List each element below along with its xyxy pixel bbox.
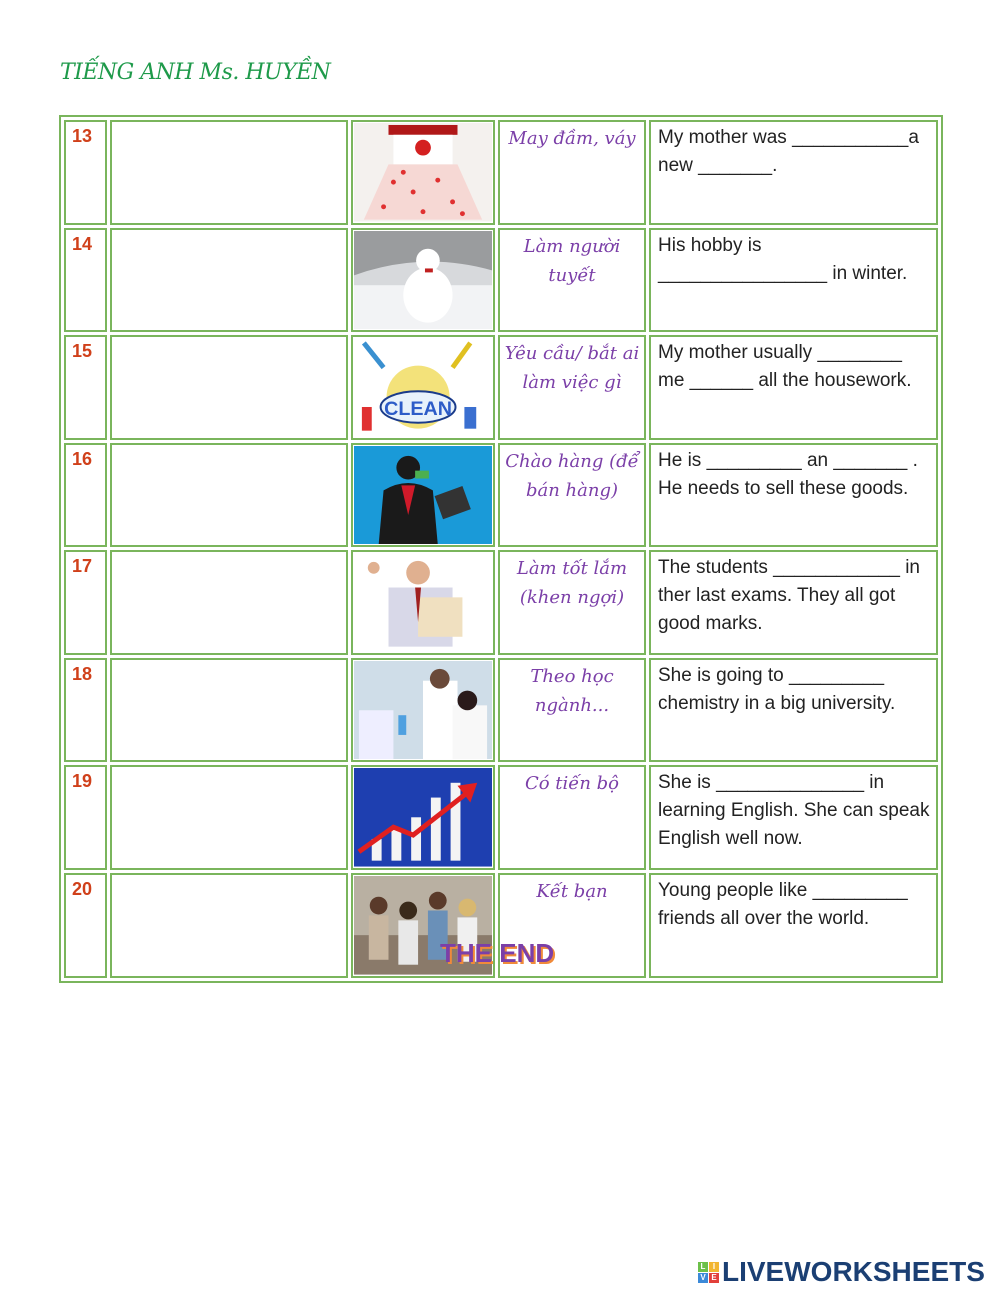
lab-students-photo-icon	[354, 661, 492, 760]
example-sentence: My mother was ___________a new _______.	[649, 120, 938, 225]
the-end-text: THE END	[440, 938, 555, 968]
item-number: 14	[64, 228, 107, 333]
vietnamese-meaning: May đầm, váy	[498, 120, 646, 225]
cleaning-clipart-icon	[354, 338, 492, 437]
item-number: 20	[64, 873, 107, 978]
vietnamese-meaning: Yêu cầu/ bắt ai làm việc gì	[498, 335, 646, 440]
example-sentence: She is ______________ in learning English. She can speak English well now.	[649, 765, 938, 870]
answer-cell[interactable]	[110, 335, 348, 440]
salesman-clipart-icon	[354, 446, 492, 545]
table-row	[64, 120, 938, 225]
item-number: 15	[64, 335, 107, 440]
example-sentence: He is _________ an _______ . He needs to sell these goods.	[649, 443, 938, 548]
answer-cell[interactable]	[110, 120, 348, 225]
answer-cell[interactable]	[110, 228, 348, 333]
answer-cell[interactable]	[110, 443, 348, 548]
answer-cell[interactable]	[110, 873, 348, 978]
logo-cubes-icon	[698, 1262, 719, 1283]
teacher-ok-photo-icon	[354, 553, 492, 652]
table-row	[64, 335, 938, 440]
example-sentence: His hobby is ________________ in winter.	[649, 228, 938, 333]
dress-photo-icon	[354, 123, 492, 222]
logo-letter: E	[709, 1273, 719, 1283]
vietnamese-meaning: Có tiến bộ	[498, 765, 646, 870]
vocabulary-table	[59, 115, 943, 983]
item-number: 16	[64, 443, 107, 548]
example-sentence: She is going to _________ chemistry in a big university.	[649, 658, 938, 763]
vietnamese-meaning: Chào hàng (để bán hàng)	[498, 443, 646, 548]
item-number: 18	[64, 658, 107, 763]
picture-cell	[351, 120, 495, 225]
growth-chart-clipart-icon	[354, 768, 492, 867]
example-sentence: The students ____________ in ther last exams. They all got good marks.	[649, 550, 938, 655]
svg-text:CLEAN: CLEAN	[384, 398, 453, 421]
picture-cell	[351, 765, 495, 870]
picture-cell	[351, 335, 495, 440]
liveworksheets-logo	[698, 1256, 985, 1288]
logo-letter: V	[698, 1273, 708, 1283]
example-sentence: My mother usually ________ me ______ all the housework.	[649, 335, 938, 440]
worksheet-header: TIẾNG ANH Ms. HUYỀN	[60, 60, 331, 85]
picture-cell	[351, 550, 495, 655]
vietnamese-meaning: Làm người tuyết	[498, 228, 646, 333]
table-row	[64, 550, 938, 655]
picture-cell	[351, 658, 495, 763]
logo-text: LIVEWORKSHEETS	[722, 1256, 985, 1287]
table-row	[64, 443, 938, 548]
table-row	[64, 658, 938, 763]
table-row	[64, 765, 938, 870]
item-number: 17	[64, 550, 107, 655]
example-sentence: Young people like _________ friends all over the world.	[649, 873, 938, 978]
item-number: 13	[64, 120, 107, 225]
snowman-photo-icon	[354, 231, 492, 330]
answer-cell[interactable]	[110, 550, 348, 655]
picture-cell	[351, 443, 495, 548]
table-row	[64, 228, 938, 333]
logo-letter: L	[698, 1262, 708, 1272]
answer-cell[interactable]	[110, 658, 348, 763]
logo-letter: I	[709, 1262, 719, 1272]
picture-cell	[351, 228, 495, 333]
vietnamese-meaning: Làm tốt lắm (khen ngợi)	[498, 550, 646, 655]
vietnamese-meaning: Kết bạn	[498, 873, 646, 978]
item-number: 19	[64, 765, 107, 870]
answer-cell[interactable]	[110, 765, 348, 870]
vietnamese-meaning: Theo học ngành...	[498, 658, 646, 763]
